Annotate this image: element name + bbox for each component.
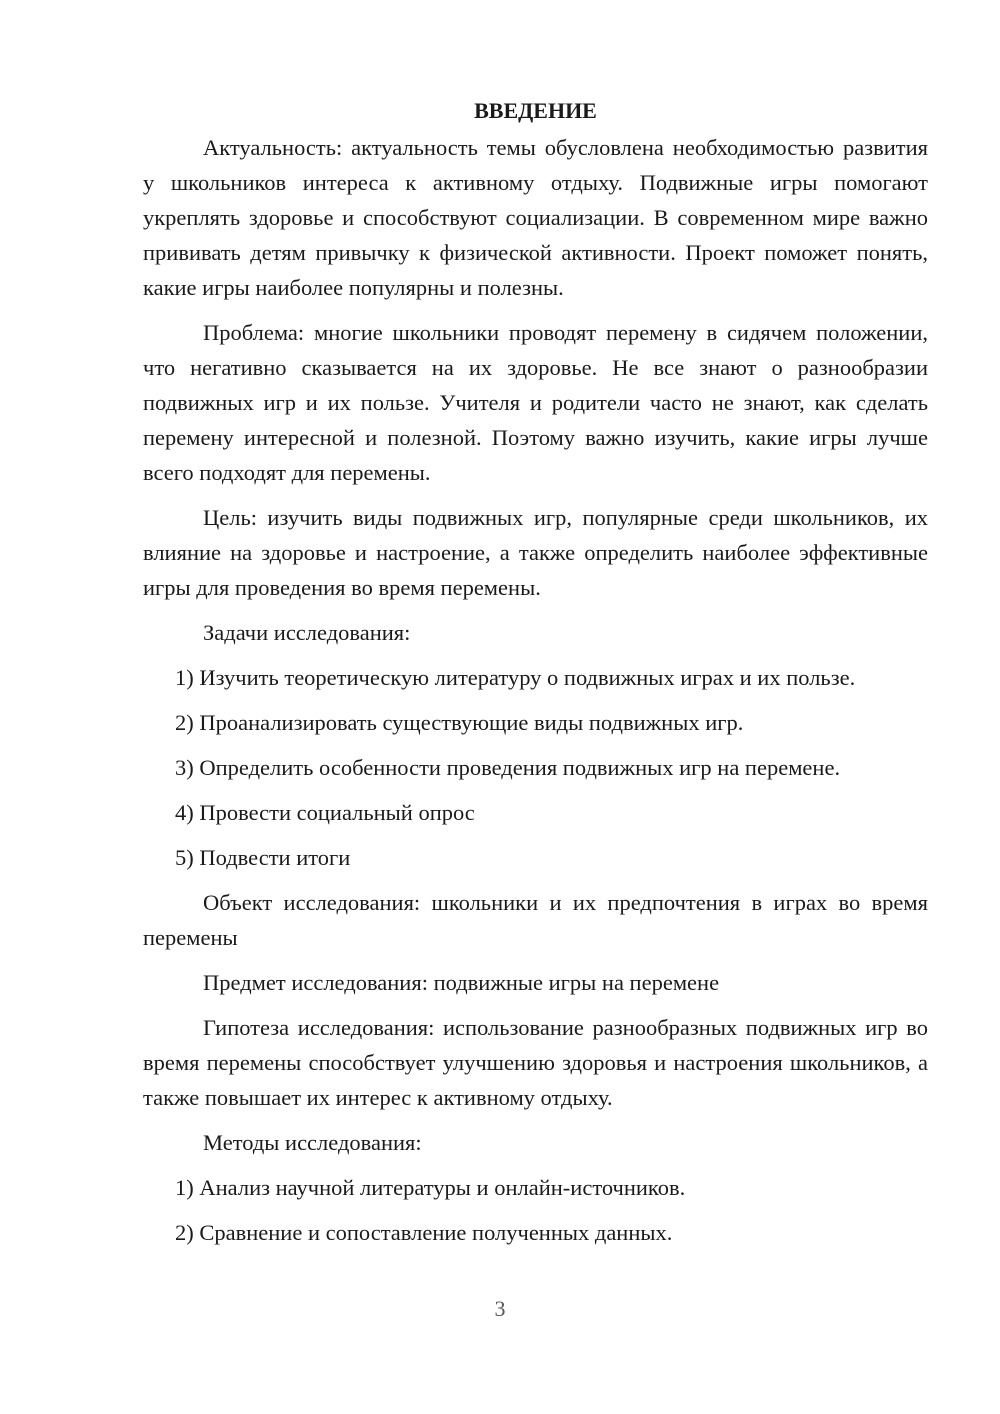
task-item: 1) Изучить теоретическую литературу о подвижных играх и их пользе.: [175, 665, 856, 690]
method-item: 2) Сравнение и сопоставление полученных данных.: [175, 1220, 673, 1245]
document-page: [143, 93, 928, 1260]
goal-paragraph: Цель: изучить виды подвижных игр, популярные среди школьников, их влияние на здоровье и настроение, а также определить наиболее эффективные игры для проведения во время перемены.: [143, 505, 928, 600]
subject-line: Предмет исследования: подвижные игры на перемене: [203, 970, 720, 995]
task-item: 5) Подвести итоги: [175, 845, 351, 870]
hypothesis-paragraph: Гипотеза исследования: использование разнообразных подвижных игр во время перемены способствует улучшению здоровья и настроения школьников, а также повышает их интерес к активному отдыху.: [143, 1015, 928, 1110]
method-item: 1) Анализ научной литературы и онлайн-источников.: [175, 1175, 686, 1200]
problem-paragraph: Проблема: многие школьники проводят перемену в сидячем положении, что негативно сказывается на их здоровье. Не все знают о разнообразии подвижных игр и их пользе. Учителя и родители часто не знают, как сделать перемену интересной и полезной. Поэтому важно изучить, какие игры лучше всего подходят для перемены.: [143, 320, 928, 485]
methods-title: Методы исследования:: [203, 1130, 422, 1155]
task-item: 3) Определить особенности проведения подвижных игр на перемене.: [175, 755, 841, 780]
task-item: 2) Проанализировать существующие виды подвижных игр.: [175, 710, 744, 735]
object-paragraph: Объект исследования: школьники и их предпочтения в играх во время перемены: [143, 890, 928, 950]
tasks-title: Задачи исследования:: [203, 620, 411, 645]
relevance-paragraph: Актуальность: актуальность темы обусловлена необходимостью развития у школьников интереса к активному отдыху. Подвижные игры помогают укреплять здоровье и способствуют социализации. В современном мире важно прививать детям привычку к физической активности. Проект поможет понять, какие игры наиболее популярны и полезны.: [143, 135, 928, 300]
section-heading: ВВЕДЕНИЕ: [474, 98, 597, 123]
page-number: 3: [494, 1296, 506, 1321]
task-item: 4) Провести социальный опрос: [175, 800, 475, 825]
